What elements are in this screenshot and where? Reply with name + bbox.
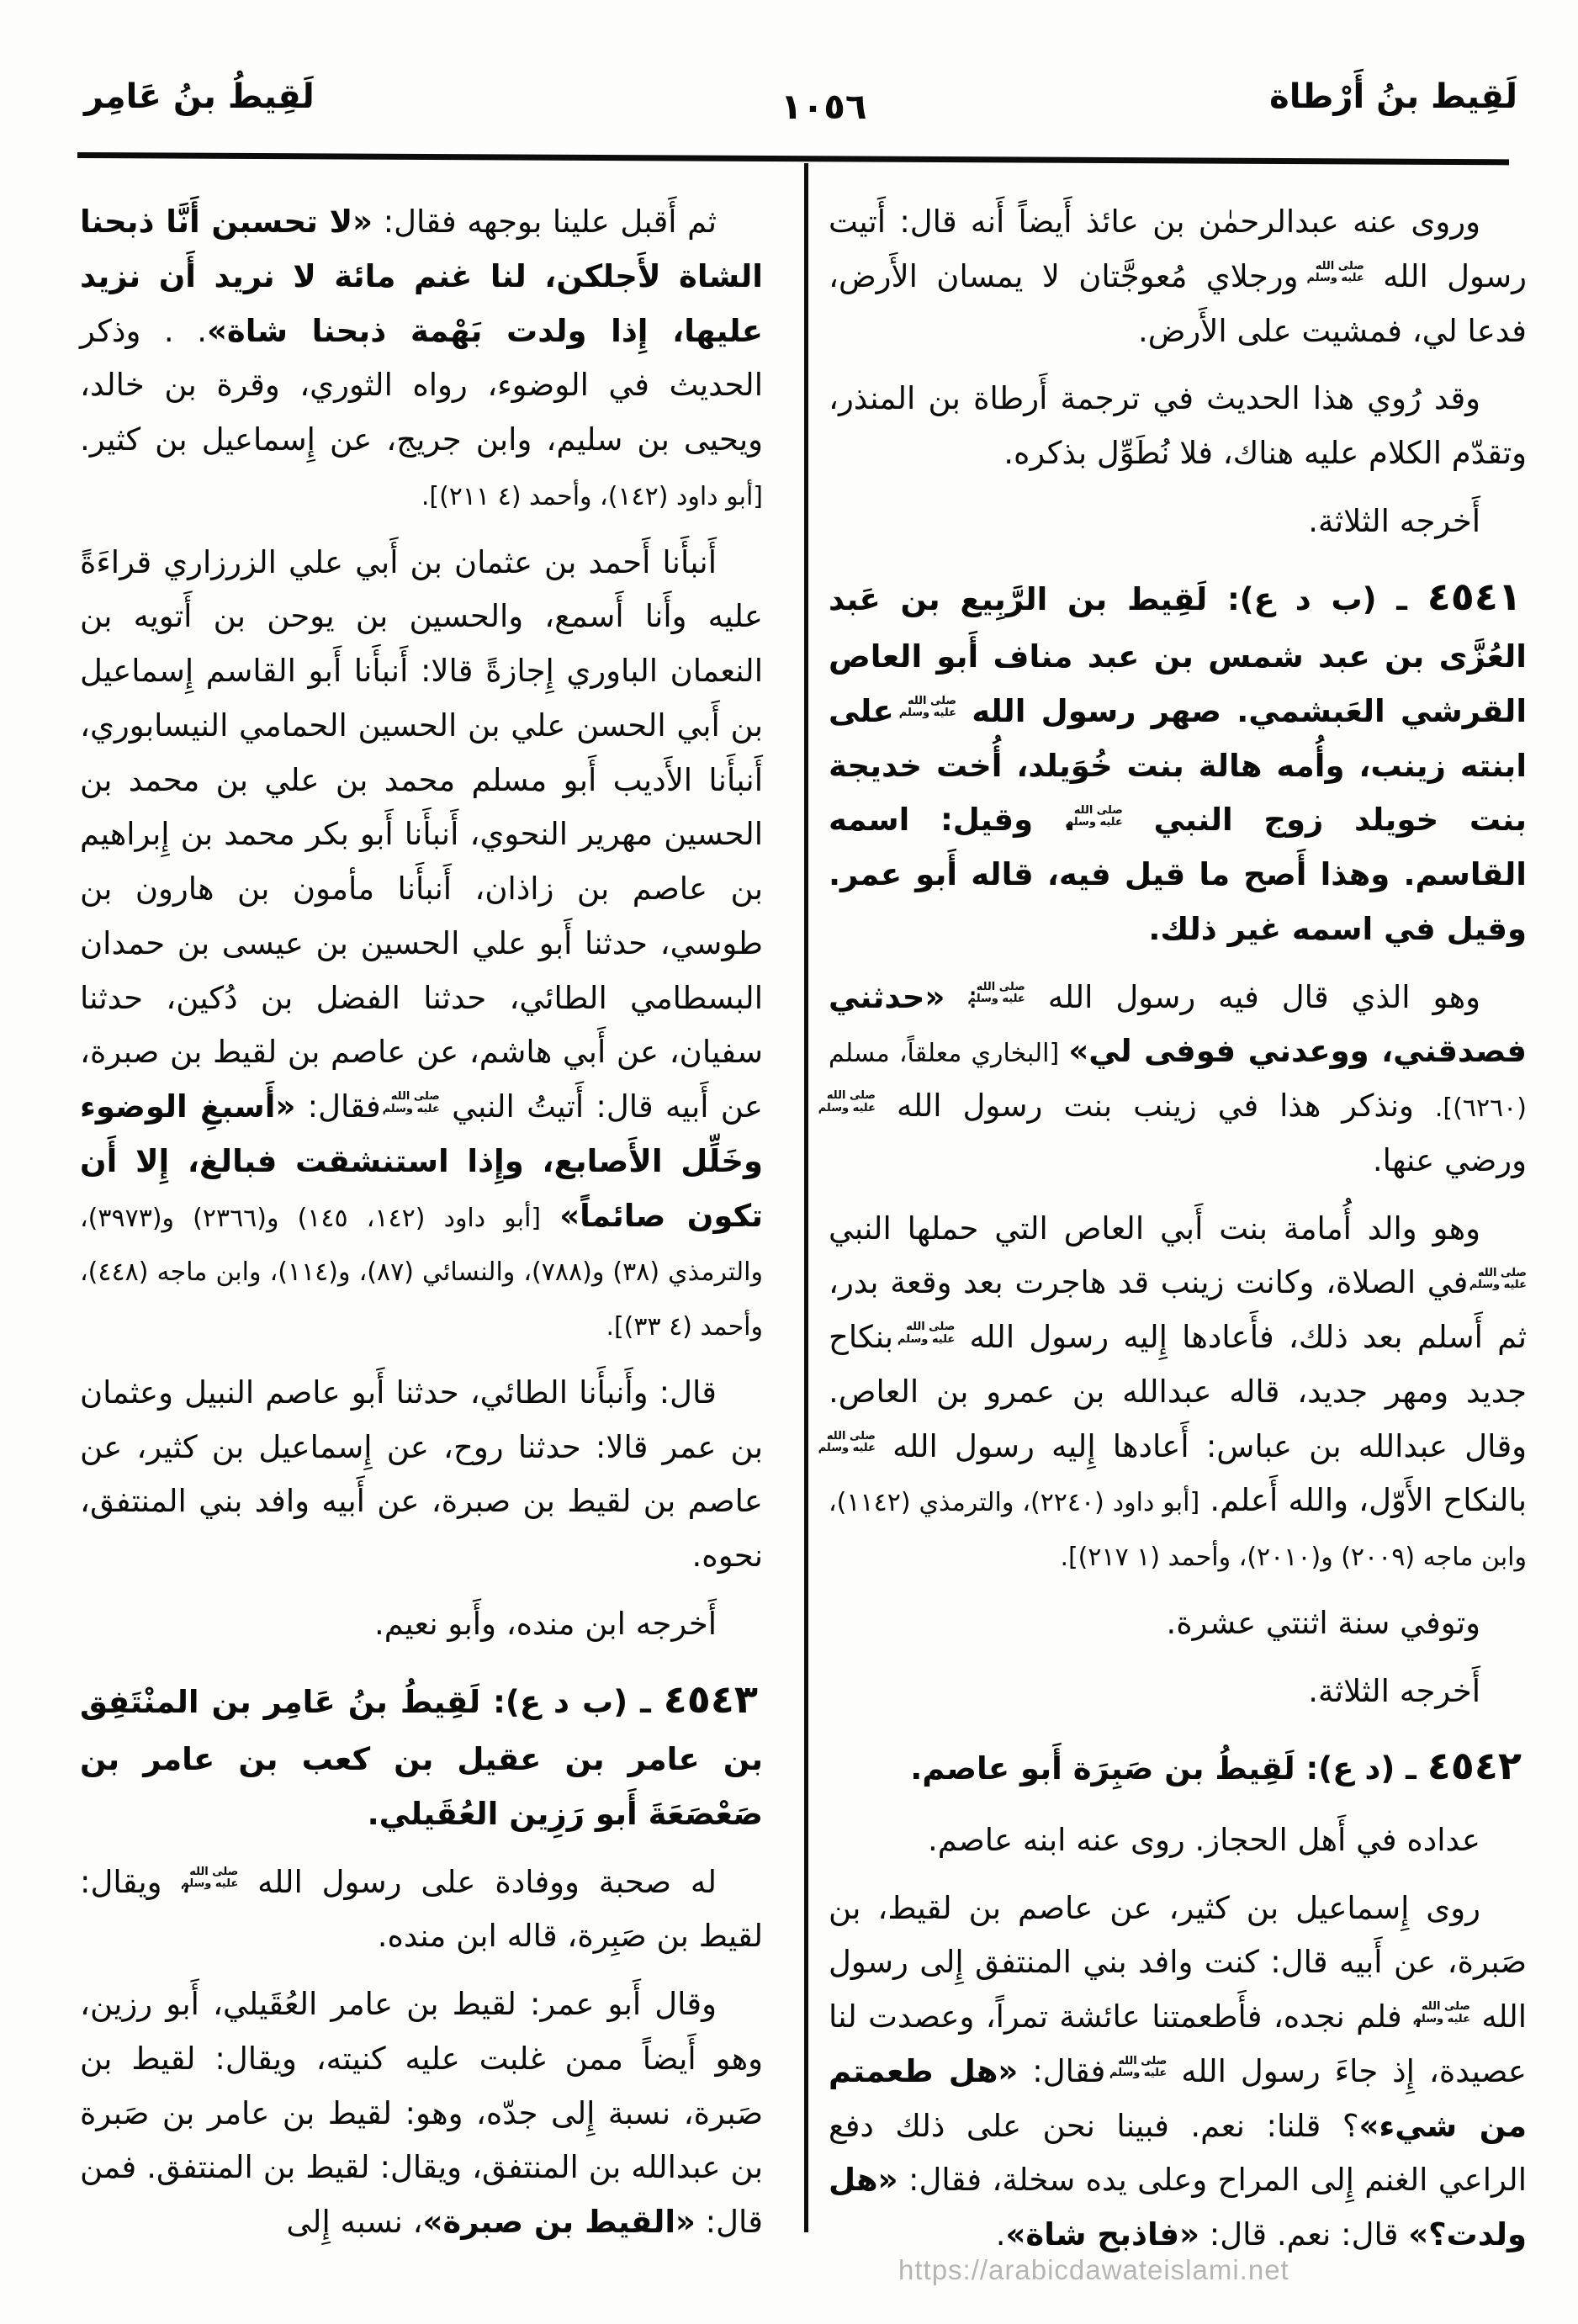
- left-column: [80, 195, 763, 2263]
- body-text: وروى عنه عبدالرحمٰن بن عائذ أَيضاً أَنه قال: أَتيت رسول الله: [829, 204, 1527, 294]
- citation-text: [أبو داود (١٤٢، ١٤٥) و(٢٣٦٦) و(٣٩٧٣)، والترمذي (٣٨) و(٧٨٨)، والنسائي (٨٧)، و(١١٤)، وابن ماجه (٤٤٨)، وأحمد (٤ ٣٣)].: [80, 1203, 764, 1342]
- body-text: فقال:: [295, 1088, 393, 1125]
- pbuh-mark: صلى الله عليه وسلم: [1306, 260, 1364, 285]
- body-text: ورضي عنها.: [1372, 1141, 1527, 1178]
- pbuh-mark: صلى الله عليه وسلم: [898, 695, 957, 720]
- emphasis-text: «فاذبح شاة»: [1005, 2216, 1199, 2253]
- emphasis-text: «لا تحسبن أَنَّا ذبحنا الشاة لأَجلكن، لنا غنم مائة لا نريد أَن نزيد عليها، إِذا ولدت بَهْمة ذبحنا شاة»: [80, 204, 763, 349]
- right-column: [818, 195, 1528, 2276]
- emphasis-text: ـ (د ع): لَقِيطُ بن صَبِرَة أَبو عاصم.: [910, 1750, 1427, 1787]
- emphasis-text: ـ (ب د ع): لَقِيط بن الرَّبِيع بن عَبد العُزَّى بن عبد شمس بن عبد مناف أَبو العاص القرشي العَبشمي.: [829, 580, 1528, 729]
- body-text: قال: وأَنبأَنا الطائي، حدثنا أَبو عاصم النبيل وعثمان بن عمر قالا: حدثنا روح، عن إِسماعيل بن كثير، عن عاصم بن لقيط بن صبرة، عن أَبيه وافد بني المنتفق، نحوه.: [80, 1374, 763, 1574]
- citation-text: [أبو داود (٢٢٤٠)، والترمذي (١١٤٢)، وابن ماجه (٢٠٠٩) و(٢٠١٠)، وأحمد (١ ٢١٧)].: [829, 1488, 1527, 1572]
- paragraph: [80, 1855, 763, 1965]
- column-divider: [804, 163, 808, 2232]
- pbuh-mark: صلى الله عليه وسلم: [897, 1321, 956, 1346]
- body-text: وهو والد أُمامة بنت أَبي العاص التي حملها النبي: [829, 1210, 1480, 1247]
- body-text: ؟ قلنا: نعم. فبينا نحن على ذلك دفع الراعي الغنم إِلى المراح وعلى يده سخلة، فقال:: [829, 2107, 1527, 2199]
- running-head-right: لَقِيط بنُ أَرْطاة: [1269, 77, 1517, 116]
- emphasis-text: ـ (ب د ع): لَقِيطُ بنُ عَامِر بن المنْتَفِق بن عامر بن عقيل بن كعب بن عامر بن صَعْصَعَةَ أَبو رَزِين العُقَيلي.: [80, 1683, 763, 1832]
- body-text: ، نسبه إِلى: [286, 2204, 423, 2240]
- body-text: ثم أَقبل علينا بوجهه فقال:: [373, 204, 718, 240]
- running-head-left: لَقِيطُ بنُ عَامِر: [84, 77, 315, 116]
- body-text: وقال أَبو عمر: لقيط بن عامر العُقَيلي، أَبو رزين، وهو أَيضاً ممن غلبت عليه كنيته، ويقال: لقيط بن صَبرة، نسبة إِلى جدّه، وهو: لقيط بن عامر بن صَبرة بن عبدالله بن المنتفق، ويقال: لقيط بن المنتفق. فمن قال:: [80, 1986, 763, 2240]
- pbuh-mark: صلى الله عليه وسلم: [1469, 1266, 1527, 1291]
- emphasis-text: «هل ولدت؟»: [829, 2162, 1527, 2253]
- header-rule: [77, 152, 1509, 165]
- body-text: .: [995, 2216, 1006, 2253]
- body-text: أَخرجه الثلاثة.: [1308, 1672, 1480, 1709]
- entry-number: ٤٥٤٣: [663, 1676, 758, 1722]
- body-text: :: [945, 978, 978, 1015]
- entry-heading: [829, 563, 1527, 957]
- body-text: ورجلاي مُعوجَّتان لا يمسان الأَرض، فدعا لي، فمشيت على الأَرض.: [829, 257, 1527, 349]
- entry-number: ٤٥٤١: [1427, 573, 1522, 619]
- paragraph: [80, 1597, 763, 1652]
- body-text: في الصلاة، وكانت زينب قد هاجرت بعد وقعة بدر، ثم أَسلم بعد ذلك، فأَعادها إِليه رسول الله: [829, 1264, 1527, 1355]
- body-text: صهر رسول الله: [956, 692, 1237, 729]
- paragraph: [829, 372, 1527, 481]
- body-text: فقال:: [1018, 2052, 1120, 2089]
- body-text: وقد رُوي هذا الحديث في ترجمة أَرطاة بن المنذر، وتقدّم الكلام عليه هناك، فلا نُطَوِّل بذكره.: [829, 380, 1527, 471]
- paragraph: [818, 971, 1527, 1188]
- paragraph: [829, 1813, 1527, 1868]
- paragraph: [80, 195, 763, 522]
- body-text: أَخرجه ابن منده، وأَبو نعيم.: [373, 1605, 717, 1642]
- body-text: على ابنته زينب، وأُمه هالة بنت خُوَيلد، أُخت خديجة بنت خويلد زوج النبي: [829, 692, 1528, 839]
- body-text: . . وذكر الحديث في الوضوء، رواه الثوري، وقرة بن خالد، ويحيى بن سليم، وابن جريج، عن إِسماعيل بن كثير.: [80, 312, 763, 458]
- body-text: ، فلم نجده، فأَطعمتنا عائشة تمراً، وعصدت لنا عصيدة، إِذ جاءَ رسول الله: [829, 1998, 1527, 2089]
- paragraph: [829, 495, 1527, 549]
- paragraph: [829, 195, 1527, 358]
- page-number: ١٠٥٦: [781, 86, 867, 127]
- emphasis-text: «هل طعمتم من شيء»: [829, 2052, 1527, 2144]
- citation-text: [أبو داود (١٤٢)، وأحمد (٤ ٢١١)].: [421, 481, 763, 511]
- pbuh-mark: صلى الله عليه وسلم: [818, 1429, 876, 1454]
- entry-heading: [80, 1665, 763, 1842]
- emphasis-text: «أَسبغِ الوضوء وخَلِّل الأَصابع، وإِذا استنشقت فبالغ، إِلا أَن تكون صائماً»: [80, 1088, 763, 1234]
- body-text: عداده في أَهل الحجاز. روى عنه ابنه عاصم.: [927, 1821, 1480, 1858]
- body-text: قال: نعم. قال:: [1199, 2216, 1409, 2253]
- paragraph: [829, 1665, 1527, 1719]
- body-text: أَخرجه الثلاثة.: [1308, 502, 1480, 539]
- paragraph: [80, 1977, 763, 2250]
- paragraph: [80, 1366, 763, 1584]
- pbuh-mark: صلى الله عليه وسلم: [382, 1090, 440, 1115]
- body-text: وهو الذي قال فيه رسول الله: [1025, 978, 1480, 1015]
- body-text: روى إِسماعيل بن كثير، عن عاصم بن لقيط، بن صَبرة، عن أَبيه قال: كنت وافد بني المنتفق إِلى رسول الله: [829, 1889, 1527, 2035]
- paragraph: [818, 1202, 1527, 1583]
- citation-text: [البخاري معلقاً، مسلم (٦٢٦٠)].: [829, 1039, 1527, 1123]
- entry-number: ٤٥٤٢: [1427, 1743, 1522, 1789]
- emphasis-text: «حدثني فصدقني، ووعدني فوفى لي»: [829, 978, 1527, 1070]
- paragraph: [829, 1596, 1527, 1651]
- body-text: ونذكر هذا في زينب بنت رسول الله: [876, 1088, 1435, 1124]
- pbuh-mark: صلى الله عليه وسلم: [967, 980, 1025, 1005]
- entry-heading: [829, 1732, 1527, 1800]
- emphasis-text: «القيط بن صبرة»: [422, 2204, 696, 2240]
- watermark-url: https://arabicdawateislami.net: [898, 2254, 1289, 2285]
- pbuh-mark: صلى الله عليه وسلم: [818, 1089, 876, 1114]
- pbuh-mark: صلى الله عليه وسلم: [1412, 2000, 1470, 2025]
- paragraph: [829, 1882, 1527, 2263]
- pbuh-mark: صلى الله عليه وسلم: [1109, 2055, 1168, 2080]
- body-text: . وقيل: اسمه القاسم. وهذا أَصح ما قيل فيه، قاله أَبو عمر. وقيل في اسمه غير ذلك.: [829, 802, 1527, 947]
- body-text: بنكاح جديد ومهر جديد، قاله عبدالله بن عمرو بن العاص. وقال عبدالله بن عباس: أَعادها إِليه رسول الله: [829, 1319, 1527, 1464]
- pbuh-mark: صلى الله عليه وسلم: [181, 1865, 239, 1890]
- body-text: أَنبأَنا أَحمد بن عثمان بن أَبي علي الزرزاري قراءَةً عليه وأَنا أَسمع، والحسين بن يوحن بن أَتويه بن النعمان الباوري إِجازةً قالا: أَنبأَنا أَبو القاسم إِسماعيل بن أَبي الحسن علي بن الحسين الحمامي النيسابوري، أَنبأَنا الأَديب أَبو مسلم محمد بن علي بن محمد بن الحسين مهرير النحوي، أَنبأَنا أَبو بكر محمد بن إِبراهيم بن عاصم بن زاذان، أَنبأَنا مأمون بن هارون بن طوسي، حدثنا أَبو علي الحسين بن عيسى بن حمدان البسطامي الطائي، حدثنا الفضل بن دُكين، حدثنا سفيان، عن أَبي هاشم، عن عاصم بن لقيط بن صبرة، عن أَبيه قال: أَتيتُ النبي: [80, 543, 764, 1125]
- body-text: ، ويقال: لقيط بن صَبِرة، قاله ابن منده.: [80, 1863, 763, 1955]
- pbuh-mark: صلى الله عليه وسلم: [1065, 803, 1123, 828]
- body-text: له صحبة ووفادة على رسول الله: [238, 1863, 717, 1900]
- body-text: وتوفي سنة اثنتي عشرة.: [1166, 1604, 1480, 1641]
- paragraph: [80, 536, 763, 1353]
- body-text: بالنكاح الأَوّل، والله أَعلم.: [1199, 1482, 1527, 1519]
